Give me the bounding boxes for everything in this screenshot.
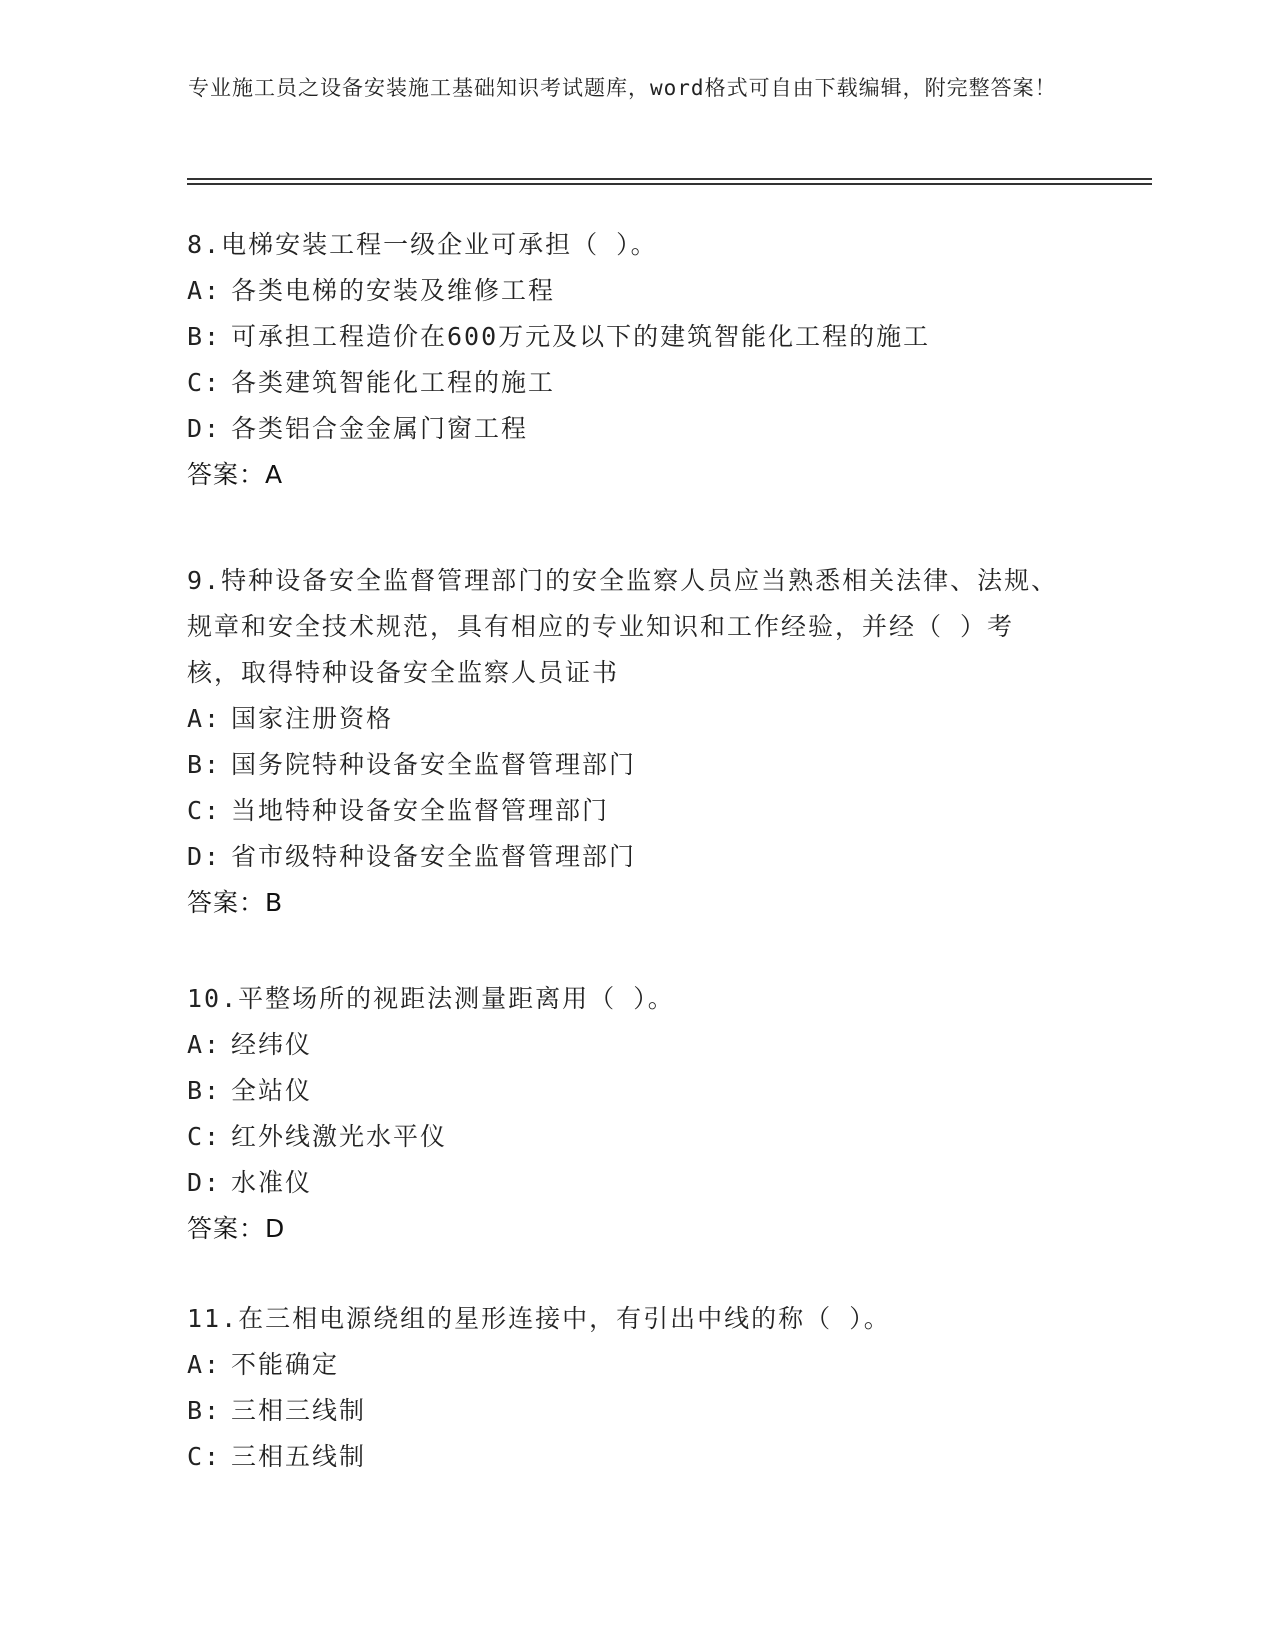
option-letter: C: <box>187 796 222 825</box>
option-b <box>187 1388 1067 1434</box>
option-d <box>187 1160 1067 1206</box>
option-a <box>187 268 1067 314</box>
option-letter: D: <box>187 414 222 443</box>
header-divider-top <box>187 178 1152 180</box>
question-10 <box>187 976 1067 1252</box>
option-text: 国家注册资格 <box>231 704 394 733</box>
question-stem: 11.在三相电源绕组的星形连接中，有引出中线的称（ ）。 <box>187 1304 891 1333</box>
option-a <box>187 696 1067 742</box>
answer-label: 答案：D <box>187 1214 286 1243</box>
option-letter: D: <box>187 842 222 871</box>
option-letter: A: <box>187 1030 222 1059</box>
option-text: 各类铝合金金属门窗工程 <box>231 414 529 443</box>
answer-label: 答案：A <box>187 460 284 489</box>
option-text: 各类电梯的安装及维修工程 <box>231 276 556 305</box>
option-text: 经纬仪 <box>231 1030 313 1059</box>
option-letter: A: <box>187 276 222 305</box>
answer-label: 答案：B <box>187 888 284 917</box>
option-letter: B: <box>187 1396 222 1425</box>
document-header <box>188 72 1068 105</box>
option-b <box>187 1068 1067 1114</box>
option-letter: A: <box>187 704 222 733</box>
option-letter: B: <box>187 750 222 779</box>
option-a <box>187 1022 1067 1068</box>
option-letter: A: <box>187 1350 222 1379</box>
option-letter: C: <box>187 1442 222 1471</box>
question-stem: 9.特种设备安全监督管理部门的安全监察人员应当熟悉相关法律、法规、规章和安全技术规范，具有相应的专业知识和工作经验，并经（ ）考核，取得特种设备安全监察人员证书 <box>187 566 1059 687</box>
option-text: 三相五线制 <box>231 1442 367 1471</box>
option-d <box>187 834 1067 880</box>
option-b <box>187 314 1067 360</box>
option-text: 可承担工程造价在600万元及以下的建筑智能化工程的施工 <box>231 322 931 351</box>
option-d <box>187 406 1067 452</box>
option-letter: D: <box>187 1168 222 1197</box>
option-text: 省市级特种设备安全监督管理部门 <box>231 842 637 871</box>
header-divider-bottom <box>187 183 1152 185</box>
question-11 <box>187 1296 1067 1480</box>
option-a <box>187 1342 1067 1388</box>
option-text: 当地特种设备安全监督管理部门 <box>231 796 610 825</box>
option-text: 不能确定 <box>231 1350 340 1379</box>
question-8 <box>187 222 1067 498</box>
option-text: 各类建筑智能化工程的施工 <box>231 368 556 397</box>
option-text: 红外线激光水平仪 <box>231 1122 448 1151</box>
option-b <box>187 742 1067 788</box>
option-letter: C: <box>187 368 222 397</box>
option-c <box>187 360 1067 406</box>
question-stem: 10.平整场所的视距法测量距离用（ ）。 <box>187 984 675 1013</box>
question-9 <box>187 558 1067 926</box>
option-letter: B: <box>187 1076 222 1105</box>
option-text: 全站仪 <box>231 1076 313 1105</box>
option-letter: B: <box>187 322 222 351</box>
option-text: 水准仪 <box>231 1168 313 1197</box>
option-c <box>187 788 1067 834</box>
header-description: 专业施工员之设备安装施工基础知识考试题库，word格式可自由下载编辑，附完整答案！ <box>188 76 1057 100</box>
option-c <box>187 1434 1067 1480</box>
option-text: 国务院特种设备安全监督管理部门 <box>231 750 637 779</box>
option-text: 三相三线制 <box>231 1396 367 1425</box>
question-stem: 8.电梯安装工程一级企业可承担（ ）。 <box>187 230 658 259</box>
option-c <box>187 1114 1067 1160</box>
option-letter: C: <box>187 1122 222 1151</box>
